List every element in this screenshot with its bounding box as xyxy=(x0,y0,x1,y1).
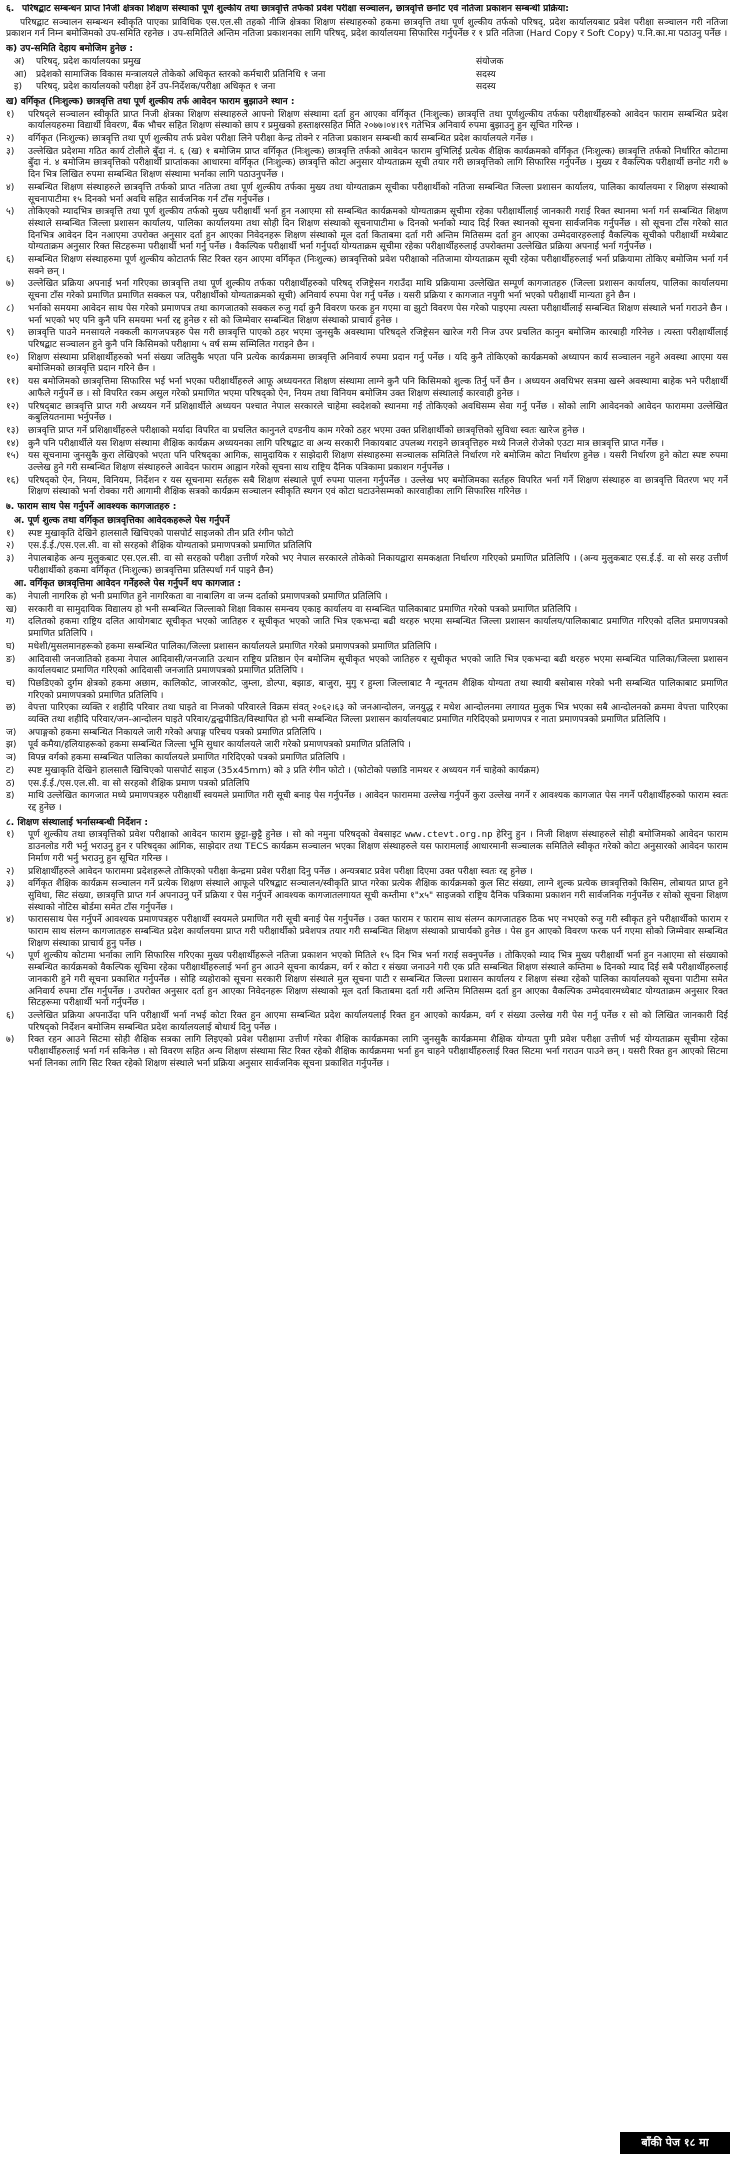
item-text: परिषद्‌को ऐन, नियम, विनियम, निर्देशन र यस सूचनामा सर्तहरू सबै शिक्षण संस्थाले पूर्ण रुपमा पालना गर्नुपर्नेछ । उल्लेख भए बमोजिमका सर्तहरु विपरित भर्ना गर्ने शिक्षण संस्थाहरु वा छात्रवृत्ति वितरण भए गर्ने शिक्षण संस्थाको भर्ना रोक्का गरी आगामी शैक्षिक सत्रको कार्यक्रम सञ्चालन स्वीकृति स्थगन एवं कोटा घटाउनेसम्मको कारवाहीका लागि सिफारिस गरिनेछ । xyxy=(28,475,728,498)
list-item xyxy=(6,753,728,765)
member-position: संयोजक xyxy=(476,56,504,67)
item-text: उल्लेखित प्रदेशमा गठित कार्य टोलीले बुँदा नं. ६ (ख) १ बमोजिम प्राप्त वर्गिकृत (निःशुल्क) छात्रवृत्ति तर्फको आवेदन फाराम वुभिलिई प्रत्येक शैक्षिक कार्यक्रमको वर्गिकृत (निःशुल्क) छात्रवृत्ति तर्फको निर्धारित कोटामा बुँदा नं. ४ बमोजिम छात्रवृत्तिको परीक्षार्थी प्राप्तांकका आधारमा वर्गिकृत (निःशुल्क) छात्रवृत्ति कोटा अनुसार योग्यताक्रम सूची तयार गरी छात्रवृत्तिको लागि सिफारिस गर्नुपर्नेछ । मुख्य र वैकल्पिक परीक्षार्थी छनोट गरी ७ दिन भित्र लिखित रुपमा सम्बन्धित शिक्षण संस्थामा भर्नाका लागि पठाउनुपर्नेछ । xyxy=(28,146,728,181)
item-number: ५) xyxy=(6,951,15,962)
member-position: सदस्य xyxy=(476,82,496,93)
item-number: ट) xyxy=(6,765,15,776)
item-number: ठ) xyxy=(6,778,15,789)
list-item xyxy=(6,703,728,726)
item-number: क) xyxy=(6,592,17,603)
list-item xyxy=(6,642,728,654)
list-item xyxy=(6,791,728,814)
item-number: ६) xyxy=(6,255,15,266)
item-number: १) xyxy=(6,830,15,841)
item-number: १२) xyxy=(6,401,20,412)
member-label: इ) xyxy=(14,82,23,93)
section-7a-heading: अ. पूर्ण शुल्क तथा वर्गिकृत छात्रवृत्तिका आवेदकहरूले पेस गर्नुपर्ने xyxy=(14,515,230,526)
list-item xyxy=(6,255,728,278)
member-role: प्रदेशको सामाजिक विकास मन्त्रालयले तोकेको अधिकृत स्तरको कर्मचारी प्रतिनिधि १ जना xyxy=(36,69,326,80)
item-text xyxy=(28,830,728,865)
member-role: परिषद्, प्रदेश कार्यालयका प्रमुख xyxy=(36,56,141,67)
item-text-part: हेरिनु हुन । निजी शिक्षण संस्थाहरुले सोही बमोजिमको आवेदन फाराम डाउनलोड गरी भर्नु भराउनु हुन र परिषद्का आंगिक, साझेदार तथा TECS कार्यक्रम सञ्चालन भएका शिक्षण संस्थाहरुले यस फारामलाई आधारमानी सञ्चालक समितिले स्वीकृत गरेको कोटा अनुसारको आवेदन फाराम निर्माण गरी भर्नु भराउनु हुन सूचित गरिन्छ । xyxy=(28,830,728,864)
list-item xyxy=(6,605,728,617)
item-text: उल्लेखित प्रक्रिया अपनाउँदा पनि परीक्षार्थी भर्ना नभई कोटा रिक्त हुन आएमा सम्बन्धित प्रदेश कार्यालयलाई रिक्त हुन आएको कार्यक्रम, वर्ग र संख्या उल्लेख गरी पेस गर्नु पर्नेछ र सो को लिखित जानकारी दिई परिषद्को निर्देशन बमोजिम सम्बन्धित प्रदेश कार्यालयलाई बोधार्थ दिनु पर्नेछ । xyxy=(28,1010,728,1033)
list-item xyxy=(6,110,728,133)
list-item xyxy=(6,1035,728,1070)
item-text: भर्नाको समयमा आवेदन साथ पेस गरेको प्रमाणपत्र तथा कागजातको सक्कल रुजु गर्दा कुनै विवरण फरक हुन गएमा वा झुटो विवरण पेस गरेको पाइएमा त्यस्ता परीक्षार्थीलाई सम्बन्धित शिक्षण संस्थाले भर्ना गराउने छैन । भर्ना भएको भए पनि कुनै पनि समयमा भर्ना रद्द हुनेछ र सो को जिम्मेवार सम्बन्धित शिक्षण संस्थाको प्राचार्य हुनेछ । xyxy=(28,303,728,326)
item-text: यस बमोजिमको छात्रवृत्तिमा सिफारिस भई भर्ना भएका परीक्षार्थीहरुले आफू अध्ययनरत शिक्षण संस्थामा लाग्ने कुनै पनि किसिमको शुल्क तिर्नु पर्ने छैन । अध्ययन अवधिभर सत्रमा खस्ने अवस्थामा बाहेक भने परीक्षार्थी आफैले गर्नुपर्ने छ । सो विपरित रकम असुल गरेको प्रमाणित भएमा परिषद्को ऐन, नियम तथा विनियम बमोजिम उक्त शिक्षण संस्थालाई कारवाही हुनेछ । xyxy=(28,377,728,399)
list-item xyxy=(6,728,728,740)
item-number: ७) xyxy=(6,1035,15,1046)
item-text: नेपाली नागरिक हो भनी प्रमाणित हुने नागरिकता वा नाबालिग वा जन्म दर्ताको प्रमाणपत्रको प्रमाणित प्रतिलिपि । xyxy=(28,592,388,603)
item-text: कुनै पनि परीक्षार्थीले यस शिक्षण संस्थामा शैक्षिक कार्यक्रम अध्ययनका लागि परिषद्बाट वा अन्य सरकारी निकायबाट उपलब्ध गराइने छात्रवृत्तिहरु मध्ये निजले रोजेको एउटा मात्र छात्रवृत्ति प्राप्त गर्नेछ । xyxy=(28,438,665,449)
list-item xyxy=(6,183,728,206)
item-number: १५) xyxy=(6,451,20,462)
list-item xyxy=(6,617,728,640)
list-item xyxy=(6,915,728,950)
list-item xyxy=(6,766,728,778)
section-7-heading: ७. फाराम साथ पेस गर्नुपर्ने आवश्यक कागजातहरु : xyxy=(6,502,177,513)
item-number: २) xyxy=(6,134,15,145)
section-kha-list xyxy=(6,110,728,500)
item-text: परिषद्‌बाट छात्रवृत्ति प्राप्त गरी अध्ययन गर्ने प्रशिक्षार्थीले अध्ययन पश्चात नेपाल सरकारले चाहेमा स्वदेशको स्थानमा गई तोकिएको अवधिसम्म सेवा गर्नु पर्नेछ । सोको लागि आवेदनको आवेदन फाराममा उल्लेखित कबुलियतनामा भर्नुपर्नेछ । xyxy=(28,401,728,424)
list-item xyxy=(6,1011,728,1034)
section-kha-heading: ख) वर्गिकृत (निःशुल्क) छात्रवृत्ति तथा पूर्ण शुल्कीय तर्फ आवेदन फाराम बुझाउने स्थान : xyxy=(6,96,295,107)
list-item xyxy=(6,134,728,146)
list-item xyxy=(6,541,728,553)
item-number: ९) xyxy=(6,328,15,339)
item-text: मधेशी/मुसलमानहरूको हकमा सम्बन्धित पालिका/जिल्ला प्रशासन कार्यालयले प्रमाणित गरेको प्रमाणपत्रको प्रमाणित प्रतिलिपि । xyxy=(28,641,438,652)
item-number: ३) xyxy=(6,879,15,890)
continued-page-label: बाँकी पेज १८ मा xyxy=(620,2132,730,2154)
item-number: ज) xyxy=(6,727,17,738)
item-text: छात्रवृत्ति प्राप्त गर्ने प्रशिक्षार्थीहरुले परीक्षाको मर्यादा विपरित वा प्रचलित कानुनले दण्डनीय काम गरेको ठहर भएमा उक्त प्रशिक्षार्थीको छात्रवृत्तिको सुविधा स्वतः खारेज हुनेछ । xyxy=(28,425,585,436)
item-number: ४) xyxy=(6,915,15,926)
item-text: यस सूचनामा जुनसुकै कुरा लेखिएको भएता पनि परिषद्का आगिक, सामुदायिक र साझेदारी शिक्षण संस्थाहरुमा सञ्चालक समितिले निर्धारण गरे बमोजिम कोटा निर्धारण हुनेछ । यसरी निर्धारण हुने कोटा स्पष्ट रुपमा उल्लेख हुने गरी सम्बन्धित शिक्षण संस्थाहरुले आवेदन फाराम आह्वान गरेको सूचना साथ राष्ट्रिय दैनिक पत्रिकामा प्रकाशन गर्नुपर्नेछ । xyxy=(28,451,728,474)
notice-document xyxy=(6,4,728,2124)
item-text: स्पष्ट मुखाकृति देखिने हालसालै खिचिएको पासपोर्ट साइजको तीन प्रति रंगीन फोटो xyxy=(28,528,294,539)
list-item xyxy=(6,529,728,541)
list-item xyxy=(6,879,728,914)
item-text: शिक्षण संस्थामा प्रशिक्षार्थीहरुको भर्ना संख्या जतिसुकै भएता पनि प्रत्येक कार्यक्रममा छात्रवृत्ति अनिवार्य रुपमा प्रदान गर्नु पर्नेछ । यदि कुनै तोकिएको कार्यक्रमको अध्यापन कार्य सञ्चालन नहुने अवस्था आएमा यस बमोजिमको छात्रवृत्ति प्रदान गरिने छैन । xyxy=(28,352,728,375)
committee-member xyxy=(6,70,728,82)
section-7a-list xyxy=(6,529,728,578)
list-item xyxy=(6,830,728,865)
item-text: तोकिएको म्यादभित्र छात्रवृत्ति तथा पूर्ण शुल्कीय तर्फको मुख्य परीक्षार्थी भर्ना हुन नआएमा सो सम्बन्धित कार्यक्रमको योग्यताक्रम सूचीमा रहेका परीक्षार्थीलाई जानकारी गराई रिक्त स्थानमा भर्ना गर्न सम्बन्धित शिक्षण संस्थाले सम्बन्धित जिल्ला प्रशासन कार्यालय, पालिका कार्यालयमा तथा सोही दिन शिक्षण संस्थाको सूचनापाटीमा ७ दिनको भर्नाको म्याद दिई रिक्त स्थानको सूचना सार्वजनिक गर्नुपर्नेछ । सो सूचना टाँस गरेको सात दिनभित्र आवेदन दिन नआएमा उपरोक्त अनुसार दर्ता हुन आएका निवेदनहरू शिक्षण संस्थाको मूल दर्ता किताबमा दर्ता गरी अन्तिम मितिसम्म दर्ता हुन आएका उम्मेदवारहरुलाई वैकल्पिक सूचीको परीक्षार्थी मध्येबाट योग्यताक्रम अनुसार रिक्त सिटहरूमा परीक्षार्थी भर्ना गर्नु पर्नेछ । वैकल्पिक परीक्षार्थी भर्ना गर्नुपर्दा योग्यताक्रम सूचीमा रहेका परीक्षार्थीहरुलाई उपरोक्तमा उल्लेखित प्रक्रिया अपनाई भर्ना गर्नुपर्नेछ । xyxy=(28,207,728,253)
item-number: ड) xyxy=(6,791,15,802)
item-number: ४) xyxy=(6,182,15,193)
section-6-paragraph: परिषद्बाट सञ्चालन सम्बन्धन स्वीकृति पाएका प्राविधिक एस.एल.सी तहको नीजि क्षेत्रका शिक्षण संस्थाहरुको हकमा छात्रवृत्ति तथा पूर्ण शुल्कीय तर्फको परिषद्, प्रदेश कार्यालयबाट प्रवेश परीक्षा सञ्चालन गरी नतिजा प्रकाशन गर्न निम्न बमोजिमको उप-समिति रहनेछ । उप-समितिले अन्तिम नतिजा प्रकाशनका लागि परिषद्, प्रदेश कार्यालयमा सिफारिस गर्नुपर्नेछ र १ प्रति नतिजा (Hard Copy र Soft Copy) प.नि.का.मा पठाउनु पर्नेछ । xyxy=(6,17,728,40)
item-number: ६) xyxy=(6,1010,15,1021)
item-number: ग) xyxy=(6,617,15,628)
item-text: सम्बन्धित शिक्षण संस्थाहरुले छात्रवृत्ति तर्फको प्राप्त नतिजा तथा पूर्ण शुल्कीय तर्फका मुख्य तथा योग्यताक्रम सूचीका परीक्षार्थीको नतिजा सम्बन्धित जिल्ला प्रशासन कार्यालय, पालिका कार्यालयमा र शिक्षण संस्थाको सूचनापाटीमा १५ दिनको भर्ना अवधि सहित सार्वजनिक गर्न टाँस गर्नुपर्नेछ । xyxy=(28,182,728,205)
list-item xyxy=(6,451,728,474)
item-number: ११) xyxy=(6,377,20,388)
item-text: नेपालबाहेक अन्य मुलुकबाट एस.एल.सी. वा सो सरहको परीक्षा उत्तीर्ण गरेको भए नेपाल सरकारले तोकेको निकायद्वारा समकक्षता निर्धारण गरिएको प्रमाणित प्रतिलिपि । (अन्य मुलुकबाट एस.ई.ई. वा सो सरह उत्तीर्ण परीक्षार्थीको हकमा वर्गिकृत (निःशुल्क) छात्रवृत्तिमा प्रतिस्पर्धा गर्न पाइने छैन) xyxy=(28,553,728,576)
list-item xyxy=(6,679,728,702)
list-item xyxy=(6,328,728,351)
item-number: घ) xyxy=(6,641,15,652)
item-number: ८) xyxy=(6,303,15,314)
item-number: ५) xyxy=(6,207,15,218)
list-item xyxy=(6,402,728,425)
item-text: सरकारी वा सामुदायिक विद्यालय हो भनी सम्बन्धित जिल्लाको शिक्षा विकास समन्वय एकाइ कार्यालय वा सम्बन्धित पालिकाबाट प्रमाणित गरेको पत्रको प्रमाणित प्रतिलिपि । xyxy=(28,604,578,615)
item-text: पूर्ण शुल्कीय कोटामा भर्नाका लागि सिफारिस गरिएका मुख्य परीक्षार्थीहरूले नतिजा प्रकाशन भएको मितिले १५ दिन भित्र भर्ना गराई सक्नुपर्नेछ । तोकिएको म्याद भित्र मुख्य परीक्षार्थी भर्ना हुन नआएमा सो संख्याको सम्बन्धित कार्यक्रमको वैकल्पिक सूचिमा रहेका परीक्षार्थीहरुलाई भर्ना हुन आउने सूचना कार्यक्रम, वर्ग र कोटा र संख्या जनाउने गरी एक प्रति सम्बन्धित शिक्षण संस्थाले कम्तिमा ७ दिनको म्याद दिई सबै परीक्षार्थीहरुलाई जानकारी हुने गरी सूचना प्रकाशित गर्नुपर्नेछ । सोहि व्यहोराको सूचना सरकारी शिक्षण संस्थाले मुल सूचना पाटी र सम्बन्धित जिल्ला प्रशासन कार्यालय र शिक्षण संस्था रहेको पालिका कार्यालयको सूचना पाटीमा समेत अनिवार्य रुपमा टाँस गर्नुपर्नेछ । उपरोक्त अनुसार दर्ता हुन आएका निवेदनहरू शिक्षण संस्थाको मूल दर्ता किताबमा दर्ता गरी अन्तिम मितिसम्म दर्ता हुन आएका वैकल्पिक उम्मेदवारमध्येबाट योग्यताक्रम अनुसार रिक्त सिटहरूमा परीक्षार्थी भर्ना गर्नुपर्नेछ । xyxy=(28,951,728,1009)
item-number: छ) xyxy=(6,703,16,714)
item-number: झ) xyxy=(6,740,17,751)
list-item xyxy=(6,147,728,182)
item-text: वर्गिकृत शैक्षिक कार्यक्रम सञ्चालन गर्ने प्रत्येक शिक्षण संस्थाले आफूले परिषद्बाट सञ्चालन/स्वीकृति प्राप्त गरेका प्रत्येक शैक्षिक कार्यक्रमको कुल सिट संख्या, लाग्ने शुल्क प्रत्येक छात्रवृत्तिको किसिम, लोबायत प्राप्त हुने सुविधा, सिट संख्या, छात्रवृत्ति प्राप्त गर्न अपनाउनु पर्ने प्रक्रिया र पेस गर्नुपर्ने आवश्यक कागजातलगायत सूची कम्तीमा १"x५" साइजको राष्ट्रिय दैनिक पत्रिकामा प्रकाशन गरी सार्वजनिक गर्नुपर्नेछ र सोको सूचना शिक्षण संस्थाको नोटिस बोर्डमा समेत टाँस गर्नुपर्नेछ । xyxy=(28,879,728,913)
item-text: पिछडिएको दुर्गम क्षेत्रको हकमा अछाम, कालिकोट, जाजरकोट, जुम्ला, डोल्पा, बझाङ, बाजुरा, मुगु र हुम्ला जिल्लाबाट नै न्यूनतम शैक्षिक योग्यता तथा स्थायी बसोबास गरेको भनी सम्बन्धित पालिकाबाट प्रमाणित गरिएको प्रमाणपत्रको प्रमाणित प्रतिलिपि । xyxy=(28,678,728,701)
list-item xyxy=(6,426,728,438)
list-item xyxy=(6,592,728,604)
committee-member xyxy=(6,57,728,69)
item-text: छात्रवृत्ति पाउने मनसायले नक्कली कागजपत्रहरु पेस गरी छात्रवृत्ति पाएको ठहर भएमा जुनसुकै अवस्थामा परिषद्‌ले रजिष्ट्रेसन खारेज गरी निज उपर प्रचलित कानुन बमोजिम कारबाही गरिनेछ । त्यस्ता परीक्षार्थीलाई परिषद्बाट सञ्चालन हुने कुनै पनि किसिमको परीक्षामा ५ वर्ष सम्म सम्मिलित गराइने छैन । xyxy=(28,328,728,350)
committee-member xyxy=(6,82,728,94)
list-item xyxy=(6,779,728,791)
item-text: अपाङ्गको हकमा सम्बन्धित निकायले जारी गरेको अपाङ्ग परिचय पत्रको प्रमाणित प्रतिलिपि । xyxy=(28,727,322,738)
item-number: ७) xyxy=(6,279,15,290)
item-number: १४) xyxy=(6,438,20,449)
item-text: रिक्त रहन आउने सिटमा सोही शैक्षिक सत्रका लागि लिइएको प्रवेश परीक्षामा उत्तीर्ण गरेका शैक्षिक कार्यक्रमका लागि जुनसुकै कार्यक्रममा शैक्षिक योग्यता पुगी प्रवेश परीक्षा उत्तीर्ण भई योग्यताक्रम सूचीमा रहेका परीक्षार्थीहरुलाई भर्ना गर्न सकिनेछ । सो विवरण सहित अन्य शिक्षण संस्थामा सिट रिक्त रहेको शैक्षिक कार्यक्रममा भर्ना हुन चाहने परीक्षार्थीहरुलाई रिक्त सिटमा भर्ना गराउन पाउने छन् । यसरी रिक्त हुन आएको सिटमा भर्ना लिनका लागि सिट रिक्त रहेको शिक्षण संस्थाले भर्ना प्रक्रिया अनुसार सार्वजनिक सूचना प्रकाशित गर्नुपर्नेछ । xyxy=(28,1035,728,1069)
item-number: १) xyxy=(6,528,15,539)
item-text: फाराससाथ पेस गर्नुपर्ने आवश्यक प्रमाणपत्रहरु परीक्षार्थी स्वयमले प्रमाणित गरी सूची बनाई पेस गर्नुपर्नेछ । उक्त फाराम र फाराम साथ संलग्न कागजातहरु ठिक भए नभएको रुजु गरी स्वीकृत हुने परीक्षार्थीको फाराम र फाराम साथ संलग्न कागजातहरु सम्बन्धित प्रदेश कार्यालयमा प्राप्त गरी परीक्षार्थीको प्रवेशपत्र तयार गरी सम्बन्धित शिक्षण संस्थाको प्राचार्यको हुनेछ । पेस हुन आएको विवरण फरक पर्न गएमा सोको जिम्मेवार सम्बन्धित शिक्षण संस्थाका प्राचार्य हुनु पर्नेछ । xyxy=(28,915,728,949)
list-item xyxy=(6,377,728,400)
item-text-part: पूर्ण शुल्कीय तथा छात्रवृत्तिको प्रवेश परीक्षाको आवेदन फाराम छुट्टा-छुट्टै हुनेछ । सो को नमुना परिषद्को वेबसाइट xyxy=(28,830,405,841)
item-text: वर्गिकृत (निःशुल्क) छात्रवृत्ति तथा पूर्ण शुल्कीय तर्फ प्रवेश परीक्षा लिने परीक्षा केन्द्र तोक्ने र नतिजा प्रकाशन सम्बन्धी कार्य सम्बन्धित प्रदेश कार्यालयले गर्नेछ । xyxy=(28,134,534,145)
list-item xyxy=(6,951,728,1010)
item-text: एस.ई.ई./एस.एल.सी. वा सो सरहको शैक्षिक योग्यताको प्रमाणपत्रको प्रमाणित प्रतिलिपि xyxy=(28,541,312,552)
list-item xyxy=(6,554,728,577)
list-item xyxy=(6,279,728,302)
member-label: अ) xyxy=(14,56,25,67)
item-number: ख) xyxy=(6,604,17,615)
item-text: परिषद्‌ले सञ्चालन स्वीकृति प्राप्त निजी क्षेत्रका शिक्षण संस्थाहरुले आफ्नो शिक्षण संस्थामा दर्ता हुन आएका वर्गिकृत (निःशुल्क) छात्रवृत्ति तथा पूर्णशुल्कीय तर्फका परीक्षार्थीहरुको आवेदन फाराम सम्बन्धित प्रदेश कार्यालयहरुमा विद्यार्थी विवरण, बैंक भौचर सहित शिक्षण संस्थाको छाप र प्रमुखको हस्ताक्षरसहित मिति २०७७।०४।१९ गतेभित्र अनिवार्य रुपमा बुझाउनु हुन सूचित गरिन्छ । xyxy=(28,109,728,132)
item-text: विपन्न वर्गको हकमा सम्बन्धित पालिका कार्यालयले प्रमाणित गरिदिएको पत्रको प्रमाणित प्रतिलिपि । xyxy=(28,753,346,764)
item-text: दलितको हकमा राष्ट्रिय दलित आयोगबाट सूचीकृत भएको जातिहरु र सूचीकृत भएको जाति भित्र एकभन्दा बढी थरहरु भएमा सम्बन्धित जिल्ला प्रशासन कार्यालय/पालिकाबाट प्रमाणित गरिएको दलित प्रमाणपत्रको प्रमाणित प्रतिलिपि । xyxy=(28,617,728,640)
list-item xyxy=(6,655,728,678)
item-number: च) xyxy=(6,678,16,689)
section-6-number: ६. xyxy=(6,4,15,14)
item-text: प्रशिक्षार्थीहरुले आवेदन फाराममा प्रदेशहरूले तोकिएको परीक्षा केन्द्रमा प्रवेश परीक्षा दिनु पर्नेछ । अन्यत्रबाट प्रवेश परीक्षा दिएमा उक्त परीक्षा स्वतः रद्द हुनेछ । xyxy=(28,866,533,877)
item-number: २) xyxy=(6,866,15,877)
item-number: ङ) xyxy=(6,654,16,665)
member-role: परिषद्, प्रदेश कार्यालयको परीक्षा हेर्ने उप-निर्देशक/परीक्षा अधिकृत १ जना xyxy=(36,82,276,93)
item-text: पूर्व कमैया/हलियाहरूको हकमा सम्बन्धित जिल्ला भूमि सुधार कार्यालयले जारी गरेको प्रमाणपत्रको प्रमाणित प्रतिलिपि । xyxy=(28,740,411,751)
website-link[interactable]: www.ctevt.org.np xyxy=(404,830,493,841)
member-label: आ) xyxy=(14,69,27,80)
item-number: १३) xyxy=(6,425,20,436)
item-number: १०) xyxy=(6,352,20,363)
member-position: सदस्य xyxy=(476,69,496,80)
item-number: १६) xyxy=(6,475,20,486)
list-item xyxy=(6,476,728,499)
list-item xyxy=(6,353,728,376)
item-number: ञ) xyxy=(6,753,17,764)
item-text: वेपत्ता पारिएका व्यक्ति र शहीदि परिवार तथा घाइते वा निजको परिवारले विक्रम संवत् २०६२।६३ को जनआन्दोलन, जनयुद्ध र मधेश आन्दोलनमा लगायत मुलुक भित्र भएका सबै आन्दोलनको क्रममा वेपत्ता पारिएका व्यक्ति तथा शहीदि परिवार/जन-आन्दोलन घाइते परिवार/द्वन्द्वपीडित/विस्थापित हो भनी सम्बन्धित जिल्ला प्रशासन कार्यालयबाट प्रमाणित गरिदिएको प्रमाणपत्र र नाता प्रमाणपत्रको प्रमाणित प्रतिलिपि । xyxy=(28,703,728,726)
item-text: एस.ई.ई./एस.एल.सी. वा सो सरहको शैक्षिक प्रमाण पत्रको प्रतिलिपि xyxy=(28,778,250,789)
list-item xyxy=(6,304,728,327)
item-number: ३) xyxy=(6,146,15,157)
committee-list xyxy=(6,57,728,94)
item-number: ३) xyxy=(6,553,15,564)
list-item xyxy=(6,207,728,254)
section-8-heading: ८. शिक्षण संस्थालाई भर्नासम्बन्धी निर्देशन : xyxy=(6,817,148,828)
item-text: उल्लेखित प्रक्रिया अपनाई भर्ना गरिएका छात्रवृत्ति तथा पूर्ण शुल्कीय तर्फका परीक्षार्थीहरुको परिषद्‌ रजिष्ट्रेसन गराउँदा माथि प्रक्रियामा उल्लेखित सम्पूर्ण कागजातहरु (जिल्ला प्रशासन कार्यालय, पालिका कार्यालयमा सूचना टाँस गरेको प्रमाणित प्रमाणित सक्कल पत्र, परीक्षार्थीको योग्यताक्रमको सूची) अनिवार्य रुपमा पेश गर्नु पर्नेछ । यसरी प्रक्रिया र कागजात नपुगी भर्ना भएको परीक्षार्थी मान्यता हुने छैन । xyxy=(28,279,728,302)
item-number: २) xyxy=(6,541,15,552)
list-item xyxy=(6,439,728,451)
list-item xyxy=(6,740,728,752)
section-6-heading xyxy=(6,4,728,16)
section-7aa-list xyxy=(6,592,728,815)
item-text: सम्बन्धित शिक्षण संस्थाहरुमा पूर्ण शुल्कीय कोटातर्फ सिट रिक्त रहन आएमा वर्गिकृत (निःशुल्क) छात्रवृत्तिको प्रवेश परीक्षाको नतिजामा योग्यताक्रम सूची रहेका परीक्षार्थीहरुलाई भर्ना प्रक्रियामा तोकिए बमोजिम भर्ना गर्न सक्ने छन् । xyxy=(28,255,728,277)
section-7aa-heading: आ. वर्गिकृत छात्रवृत्तिमा आवेदन गर्नेहरुले पेस गर्नुपर्ने थप कागजात : xyxy=(14,579,242,590)
section-8-list xyxy=(6,830,728,1070)
item-text: स्पष्ट मुखाकृति देखिने हालसालै खिचिएको पासपोर्ट साइज (35x45mm) को ३ प्रति रंगीन फोटो । (फोटोको पछाडि नामथर र अध्ययन गर्न चाहेको कार्यक्रम) xyxy=(28,765,540,776)
committee-heading: क) उप-समिति देहाय बमोजिम हुनेछ : xyxy=(6,44,134,55)
item-text: आदिवासी जनजातिको हकमा नेपाल आदिवासी/जनजाति उत्थान राष्ट्रिय प्रतिष्ठान ऐन बमोजिम सूचीकृत भएको जातिहरु र सूचीकृत भएको जाति भित्र एकभन्दा बढी थरहरु भएमा सम्बन्धित पालिका/जिल्ला प्रशासन कार्यालयबाट प्रमाणित गरिएको आदिवासी जनजाति प्रमाणपत्रको प्रमाणित प्रतिलिपि । xyxy=(28,654,728,677)
item-text: माथि उल्लेखित कागजात मध्ये प्रमाणपत्रहरु परीक्षार्थी स्वयमले प्रमाणित गरी सूची बनाइ पेस गर्नुपर्नेछ । आवेदन फाराममा उल्लेख गर्नुपर्ने कुरा उल्लेख नगर्ने र आवश्यक कागजात पेस नगर्ने परीक्षार्थीहरुको फाराम स्वतः रद्द हुनेछ । xyxy=(28,791,728,813)
item-number: १) xyxy=(6,109,15,120)
section-6-title: परिषद्बाट सम्बन्धन प्राप्त निजी क्षेत्रका शिक्षण संस्थाको पूर्ण शुल्कीय तथा छात्रवृत्ति तर्फको प्रवेश परीक्षा सञ्चालन, छात्रवृत्ति छनोट एवं नतिजा प्रकाशन सम्बन्धी प्रक्रिया: xyxy=(22,4,569,14)
list-item xyxy=(6,867,728,879)
